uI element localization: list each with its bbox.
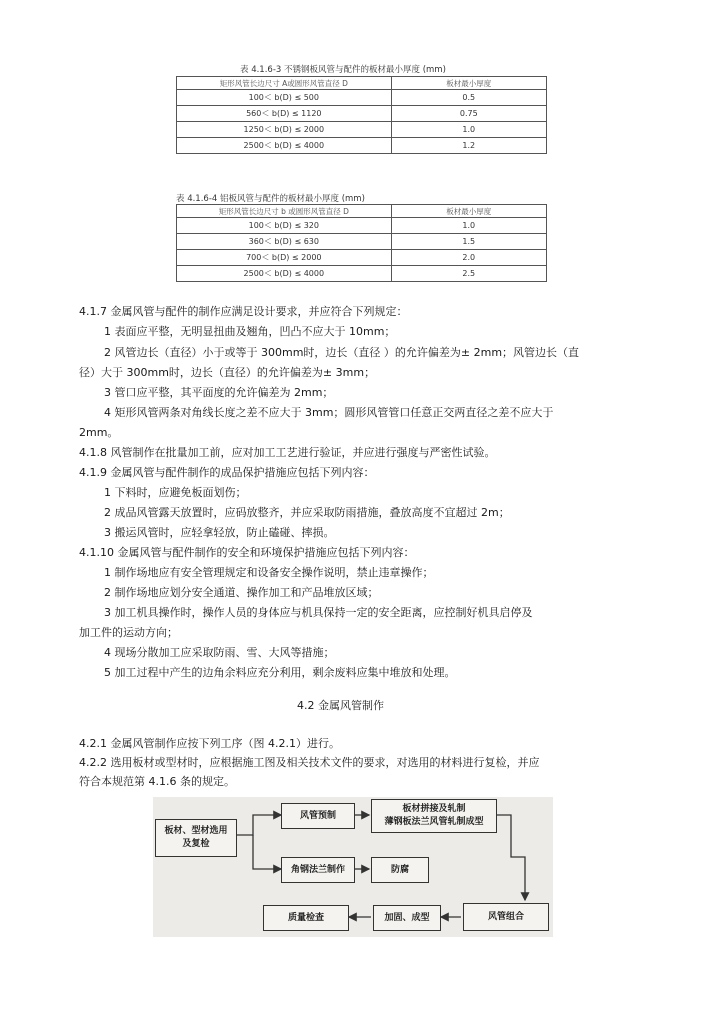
item-text: 3 管口应平整，其平面度的允许偏差为 2mm；	[104, 386, 334, 399]
clause-4-2-1: 4.2.1 金属风管制作应按下列工序（图 4.2.1）进行。	[79, 737, 340, 750]
stainless-thickness-table	[176, 76, 547, 154]
table-row	[177, 138, 547, 154]
item-text: 2 风管边长（直径）小于或等于 300mm时，边长（直径 ）的允许偏差为± 2mm；风管边长（直	[104, 346, 580, 359]
header-thickness: 板材最小厚度	[391, 77, 546, 90]
item-text: 3 加工机具操作时，操作人员的身体应与机具保持一定的安全距离，应控制好机具启停及	[104, 606, 533, 619]
thickness-cell: 1.0	[391, 218, 546, 234]
item-text: 3 搬运风管时，应轻拿轻放，防止磕碰、摔损。	[104, 526, 335, 539]
table-row	[177, 234, 547, 250]
clause-4-1-9: 4.1.9 金属风管与配件制作的成品保护措施应包括下列内容：	[79, 466, 375, 479]
item-text: 径）大于 300mm时，边长（直径）的允许偏差为± 3mm；	[79, 366, 376, 379]
range-cell: 360＜ b(D) ≤ 630	[177, 234, 392, 250]
item-text: 2 成品风管露天放置时，应码放整齐，并应采取防雨措施，叠放高度不宜超过 2m；	[104, 506, 510, 519]
thickness-cell: 1.0	[391, 122, 546, 138]
table-row	[177, 90, 547, 106]
clause-4-1-10: 4.1.10 金属风管与配件制作的安全和环境保护措施应包括下列内容：	[79, 546, 415, 559]
item-text: 加工件的运动方向；	[79, 626, 178, 639]
flow-step-reinforce: 加固、成型	[373, 905, 441, 931]
item-text: 1 制作场地应有安全管理规定和设备安全操作说明，禁止违章操作；	[104, 566, 434, 579]
range-cell: 2500＜ b(D) ≤ 4000	[177, 138, 392, 154]
header-thickness: 板材最小厚度	[391, 205, 546, 218]
item-text: 2 制作场地应划分安全通道、操作加工和产品堆放区域；	[104, 586, 379, 599]
clause-4-1-7: 4.1.7 金属风管与配件的制作应满足设计要求，并应符合下列规定：	[79, 305, 408, 318]
range-cell: 100＜ b(D) ≤ 320	[177, 218, 392, 234]
thickness-cell: 2.5	[391, 266, 546, 282]
table-row	[177, 250, 547, 266]
flow-step-joining-rolling: 板材拼接及轧制 薄钢板法兰风管轧制成型	[371, 799, 497, 833]
thickness-cell: 0.5	[391, 90, 546, 106]
flow-step-duct-prefab: 风管预制	[281, 803, 355, 829]
flow-step-quality-check: 质量检查	[263, 905, 349, 931]
duct-fabrication-flowchart	[153, 797, 553, 937]
header-size: 矩形风管长边尺寸 A或圆形风管直径 D	[177, 77, 392, 90]
table-header-row	[177, 77, 547, 90]
item-text: 2mm。	[79, 426, 119, 439]
thickness-cell: 2.0	[391, 250, 546, 266]
table-caption-4-1-6-4: 表 4.1.6-4 铝板风管与配件的板材最小厚度 (mm)	[176, 194, 365, 204]
aluminum-thickness-table	[176, 204, 547, 282]
clause-4-2-2: 4.2.2 选用板材或型材时，应根据施工图及相关技术文件的要求，对选用的材料进行复检，并应	[79, 756, 540, 769]
section-heading-4-2: 4.2 金属风管制作	[297, 699, 384, 712]
table-row	[177, 218, 547, 234]
item-text: 1 表面应平整，无明显扭曲及翘角，凹凸不应大于 10mm；	[104, 325, 396, 338]
table-caption-4-1-6-3: 表 4.1.6-3 不锈钢板风管与配件的板材最小厚度 (mm)	[240, 65, 446, 75]
flow-step-duct-assembly: 风管组合	[463, 903, 549, 931]
table-row	[177, 266, 547, 282]
item-text: 4 现场分散加工应采取防雨、雪、大风等措施；	[104, 646, 335, 659]
table-row	[177, 106, 547, 122]
table-header-row	[177, 205, 547, 218]
range-cell: 100＜ b(D) ≤ 500	[177, 90, 392, 106]
item-text: 符合本规范第 4.1.6 条的规定。	[79, 775, 235, 788]
range-cell: 1250＜ b(D) ≤ 2000	[177, 122, 392, 138]
range-cell: 560＜ b(D) ≤ 1120	[177, 106, 392, 122]
thickness-cell: 1.5	[391, 234, 546, 250]
range-cell: 700＜ b(D) ≤ 2000	[177, 250, 392, 266]
thickness-cell: 0.75	[391, 106, 546, 122]
header-size: 矩形风管长边尺寸 b 或圆形风管直径 D	[177, 205, 392, 218]
table-row	[177, 122, 547, 138]
item-text: 1 下料时，应避免板面划伤；	[104, 486, 247, 499]
item-text: 5 加工过程中产生的边角余料应充分利用，剩余废料应集中堆放和处理。	[104, 666, 456, 679]
range-cell: 2500＜ b(D) ≤ 4000	[177, 266, 392, 282]
flow-step-material-selection: 板材、型材选用 及复检	[155, 819, 237, 857]
clause-4-1-8: 4.1.8 风管制作在批量加工前，应对加工工艺进行验证，并应进行强度与严密性试验。	[79, 446, 496, 459]
item-text: 4 矩形风管两条对角线长度之差不应大于 3mm；圆形风管管口任意正交两直径之差不应大于	[104, 406, 554, 419]
flow-step-angle-flange: 角钢法兰制作	[281, 857, 355, 883]
thickness-cell: 1.2	[391, 138, 546, 154]
flow-step-anticorrosion: 防腐	[371, 857, 429, 883]
